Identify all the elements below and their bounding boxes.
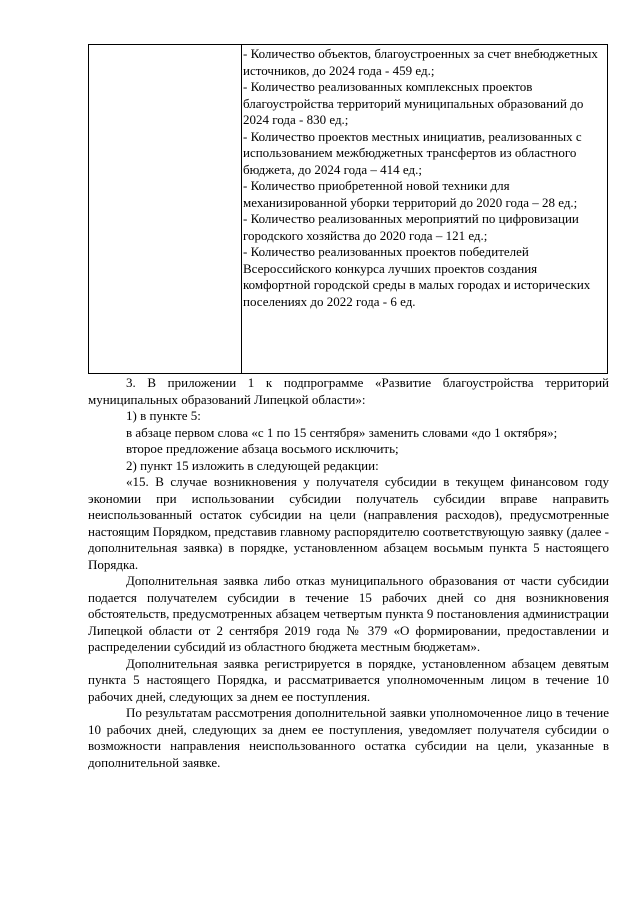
- paragraph: По результатам рассмотрения дополнительной заявки уполномоченное лицо в течение 10 рабочих дней, следующих за днем ее поступления, уведомляет получателя субсидии о возможности направления неиспользованного остатка субсидии на цели, указанные в дополнительной заявке.: [88, 705, 609, 770]
- indicators-table: [88, 44, 608, 374]
- paragraph: 3. В приложении 1 к подпрограмме «Развитие благоустройства территорий муниципальных образований Липецкой области»:: [88, 375, 609, 407]
- paragraph: 2) пункт 15 изложить в следующей редакции:: [126, 457, 379, 473]
- table-left-cell: [89, 45, 242, 373]
- paragraph: в абзаце первом слова «с 1 по 15 сентября» заменить словами «до 1 октября»;: [126, 424, 558, 440]
- paragraph: Дополнительная заявка либо отказ муниципального образования от части субсидии подается получателем субсидии в течение 15 рабочих дней со дня возникновения обстоятельств, предусмотренных абзацем четвертым пункта 9 постановления администрации Липецкой области от 2 сентября 2019 года № 379 «О формировании, предоставлении и распределении субсидий из областного бюджета местным бюджетам».: [88, 573, 609, 654]
- paragraph: «15. В случае возникновения у получателя субсидии в текущем финансовом году экономии при использовании субсидии получатель субсидии вправе направить неиспользованный остаток субсидии на цели (направления расходов), предусмотренные настоящим Порядком, представив главному распорядителю соответствующую заявку (далее - дополнительная заявка) в порядке, установленном абзацем восьмым пункта 5 настоящего Порядка.: [88, 474, 609, 572]
- paragraph: Дополнительная заявка регистрируется в порядке, установленном абзацем девятым пункта 5 настоящего Порядка, и рассматривается уполномоченным лицом в течение 10 рабочих дней, следующих за днем ее поступления.: [88, 655, 609, 704]
- table-item: - Количество проектов местных инициатив, реализованных с использованием межбюджетных трансфертов из областного бюджета, до 2024 года – 414 ед.;: [243, 128, 582, 177]
- document-body: [88, 375, 609, 771]
- table-item: - Количество реализованных проектов победителей Всероссийского конкурса лучших проектов создания комфортной городской среды в малых городах и исторических поселениях до 2022 года - 6 ед.: [243, 244, 591, 309]
- table-item: - Количество реализованных комплексных проектов благоустройства территорий муниципальных образований до 2024 года - 830 ед.;: [243, 79, 584, 127]
- table-item: - Количество реализованных мероприятий по цифровизации городского хозяйства до 2020 года – 121 ед.;: [243, 211, 579, 243]
- table-item: - Количество объектов, благоустроенных за счет внебюджетных источников, до 2024 года - 459 ед.;: [243, 46, 598, 78]
- table-item: - Количество приобретенной новой техники для механизированной уборки территорий до 2020 года – 28 ед.;: [243, 178, 578, 210]
- paragraph: 1) в пункте 5:: [126, 408, 201, 423]
- paragraph: второе предложение абзаца восьмого исключить;: [126, 441, 399, 456]
- table-right-cell: [242, 45, 607, 373]
